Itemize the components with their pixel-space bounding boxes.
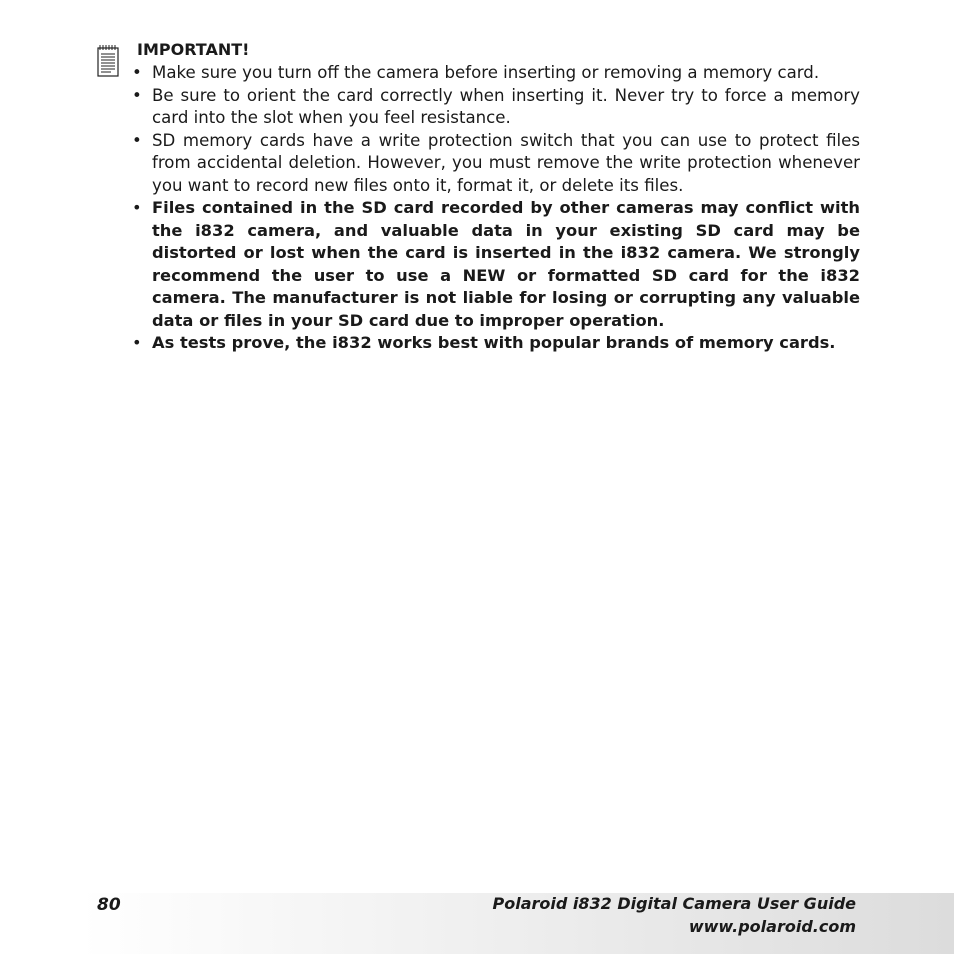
- bullet-item-4: [130, 197, 860, 332]
- bullet-item-3: [130, 130, 860, 198]
- bullet-marker: •: [132, 198, 142, 217]
- bullet-marker: •: [132, 63, 142, 82]
- bullet-text: Make sure you turn off the camera before inserting or removing a memory card.: [152, 63, 820, 82]
- important-heading: IMPORTANT!: [137, 40, 250, 59]
- bullet-marker: •: [132, 333, 142, 352]
- bullet-text: Be sure to orient the card correctly when inserting it. Never try to force a memory card into the slot when you feel resistance.: [152, 85, 860, 127]
- website-link[interactable]: www.polaroid.com: [688, 917, 856, 936]
- important-bullet-list: [130, 62, 860, 355]
- bullet-text: Files contained in the SD card recorded by other cameras may conflict with the i832 camera, and valuable data in your existing SD card may be distorted or lost when the card is inserted in the i832 camera. We strongly recommend the user to use a NEW or formatted SD card for the i832 camera. The manufacturer is not liable for losing or corrupting any valuable data or files in your SD card due to improper operation.: [152, 198, 860, 330]
- bullet-marker: •: [132, 130, 142, 150]
- bullet-marker: •: [132, 85, 142, 105]
- guide-title: Polaroid i832 Digital Camera User Guide: [492, 894, 856, 913]
- bullet-text: As tests prove, the i832 works best with popular brands of memory cards.: [152, 333, 836, 352]
- bullet-item-1: [130, 62, 860, 85]
- memo-note-icon: [97, 44, 119, 77]
- page-number: 80: [97, 895, 121, 915]
- bullet-text: SD memory cards have a write protection switch that you can use to protect files from accidental deletion. However, you must remove the write protection whenever you want to record new files onto it, format it, or delete its files.: [152, 130, 860, 195]
- footer-text: [492, 892, 856, 938]
- bullet-item-5: [130, 332, 860, 355]
- bullet-item-2: [130, 85, 860, 130]
